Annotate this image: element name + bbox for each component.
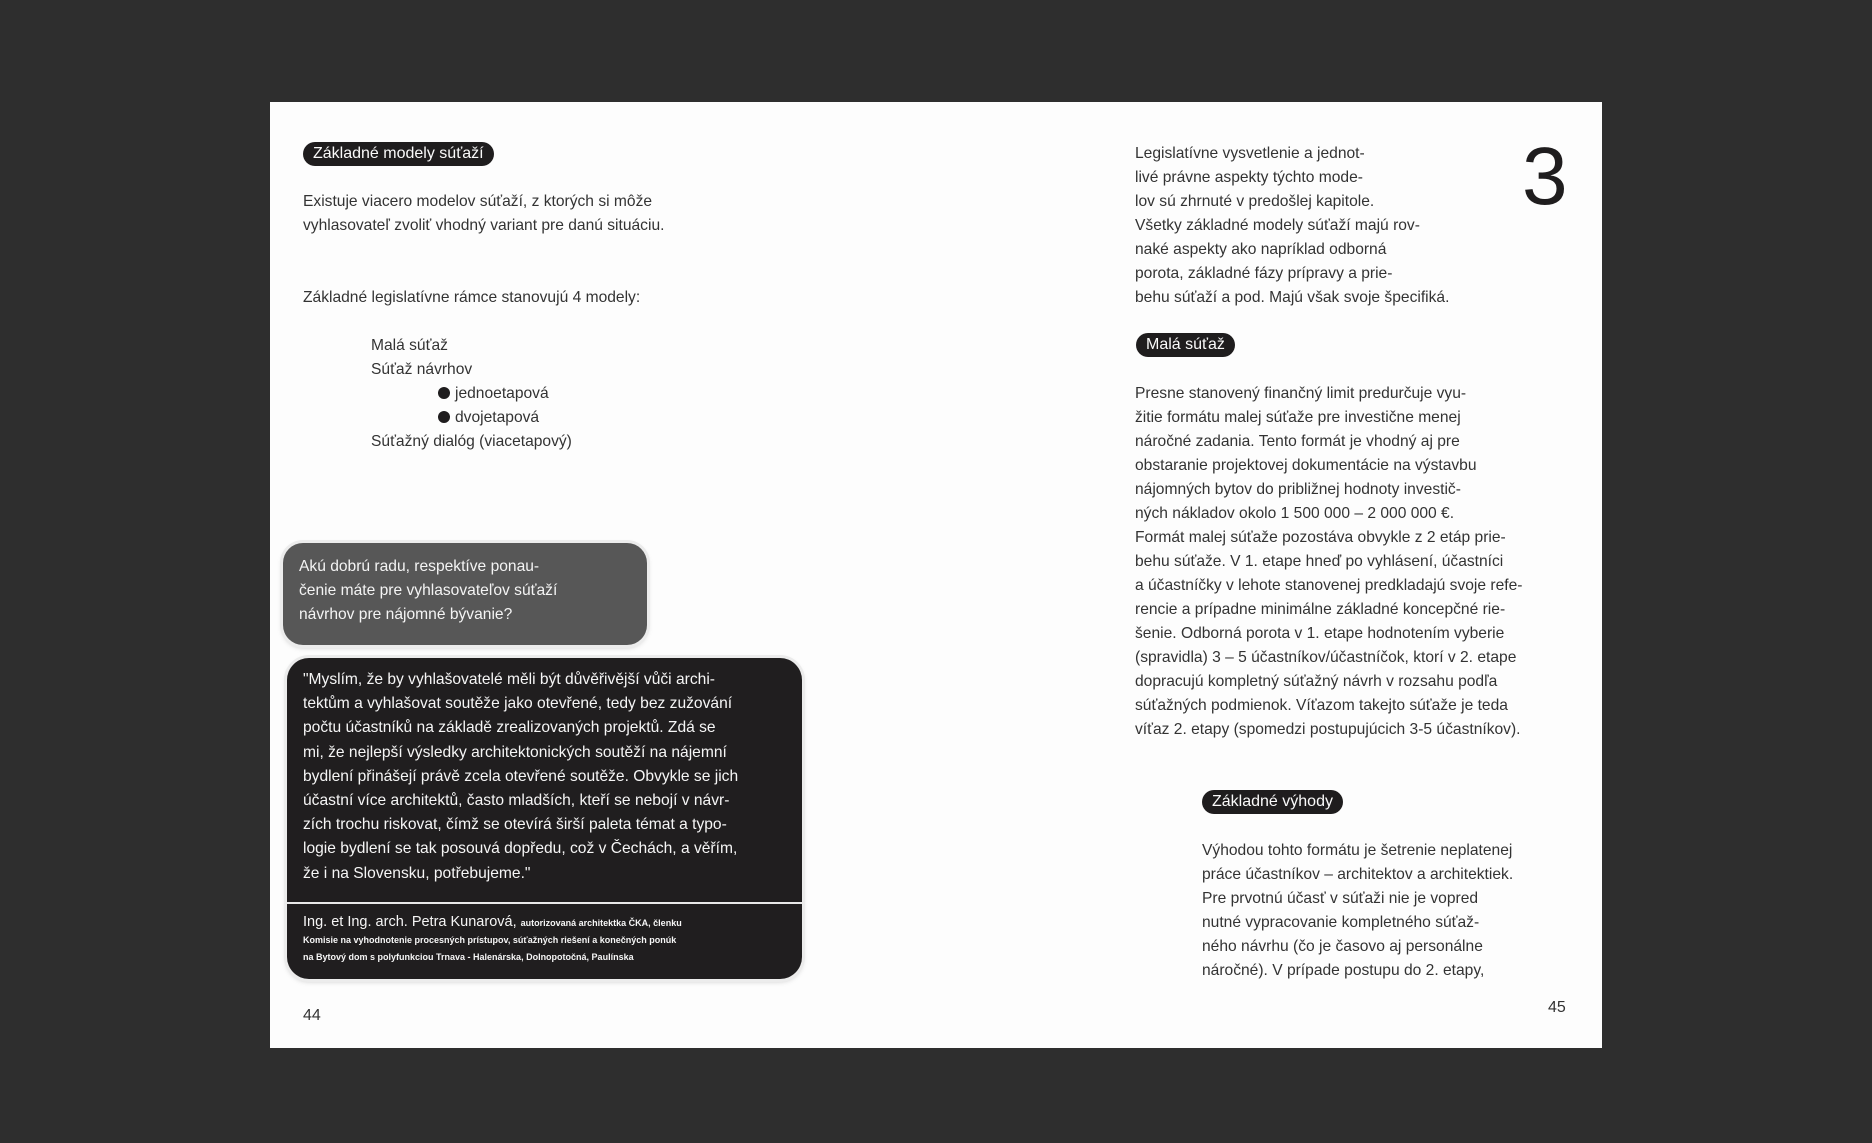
quote-attribution	[303, 912, 792, 966]
quote-line: účastní více architektů, často mladších, kteří se nebojí v návr-	[303, 792, 730, 810]
interview-answer-quote-box	[287, 658, 802, 979]
text-line: nájomných bytov do približnej hodnoty investič-	[1135, 481, 1461, 498]
quote-line: bydlení přinášejí právě zcela otevřené soutěže. Obvykle se jich	[303, 767, 739, 785]
text-line: Pre prvotnú účasť v súťaži nie je vopred	[1202, 890, 1479, 907]
attribution-line: na Bytový dom s polyfunkciou Trnava - Halenárska, Dolnopotočná, Paulínska	[303, 952, 634, 962]
list-item-small-competition: Malá súťaž	[371, 337, 448, 354]
question-line: čenie máte pre vyhlasovateľov súťaží	[299, 582, 558, 599]
quote-line: mi, že nejlepší výsledky architektonických soutěží na nájemní	[303, 743, 727, 761]
text-line: a účastníčky v lehote stanovenej predkladajú svoje refe-	[1135, 577, 1523, 594]
text-line: dopracujú kompletný súťažný návrh v rozsahu podľa	[1135, 673, 1498, 690]
text-line: víťaz 2. etapy (spomedzi postupujúcich 3-5 účastníkov).	[1135, 721, 1521, 738]
text-line: porota, základné fázy prípravy a prie-	[1135, 265, 1393, 282]
text-line: súťažných podmienok. Víťazom takejto súťaže je teda	[1135, 697, 1508, 714]
text-line: náročné). V prípade postupu do 2. etapy,	[1202, 962, 1485, 979]
attribution-line: Komisie na vyhodnotenie procesných prístupov, súťažných riešení a konečných ponúk	[303, 935, 677, 945]
section-pill-small-competition: Malá súťaž	[1136, 333, 1235, 357]
question-line: Akú dobrú radu, respektíve ponau-	[299, 558, 540, 575]
quote-line: logie bydlení se tak posouvá dopředu, což v Čechách, a věřím,	[303, 840, 738, 858]
text-line: behu súťaže. V 1. etape hneď po vyhlásení, účastníci	[1135, 553, 1504, 570]
subitem-label: jednoetapová	[455, 385, 549, 402]
list-subitem	[371, 382, 572, 406]
interview-question-box	[283, 543, 647, 645]
text-line: žitie formátu malej súťaže pre investične menej	[1135, 409, 1461, 426]
list-item-competitive-dialogue: Súťažný dialóg (viacetapový)	[371, 433, 572, 450]
chapter-number: 3	[1522, 131, 1568, 222]
models-list	[371, 334, 572, 454]
text-line: obstaranie projektovej dokumentácie na výstavbu	[1135, 457, 1477, 474]
intro-paragraph	[303, 190, 664, 238]
text-line: šenie. Odborná porota v 1. etape hodnotením vyberie	[1135, 625, 1505, 642]
page-number-right: 45	[1548, 999, 1566, 1016]
text-line: Formát malej súťaže pozostáva obvykle z 2 etáp prie-	[1135, 529, 1506, 546]
section-pill-advantages: Základné výhody	[1202, 790, 1343, 814]
section-pill-basic-models: Základné modely súťaží	[303, 142, 494, 166]
quote-divider	[287, 902, 802, 904]
text-line: ných nákladov okolo 1 500 000 – 2 000 000 €.	[1135, 505, 1455, 522]
text-line: Legislatívne vysvetlenie a jednot-	[1135, 145, 1365, 162]
book-spread	[270, 102, 1602, 1048]
text-line: behu súťaží a pod. Majú však svoje špecifiká.	[1135, 289, 1450, 306]
text-line: (spravidla) 3 – 5 účastníkov/účastníčok, ktorí v 2. etape	[1135, 649, 1517, 666]
bullet-icon	[438, 411, 450, 423]
quote-line: zích trochu riskovat, čímž se otevírá širší paleta témat a typo-	[303, 816, 727, 834]
text-line: práce účastníkov – architektov a architektiek.	[1202, 866, 1514, 883]
subitem-label: dvojetapová	[455, 409, 540, 426]
text-line: Všetky základné modely súťaží majú rov-	[1135, 217, 1420, 234]
quote-line: počtu účastníků na základě zrealizovaných projektů. Zdá se	[303, 719, 716, 737]
text-line: Výhodou tohto formátu je šetrenie neplatenej	[1202, 842, 1513, 859]
text-line: Presne stanovený finančný limit predurčuje vyu-	[1135, 385, 1467, 402]
text-line: lov sú zhrnuté v predošlej kapitole.	[1135, 193, 1375, 210]
attribution-role: autorizovaná architektka ČKA, členku	[520, 918, 682, 928]
bullet-icon	[438, 387, 450, 399]
models-heading: Základné legislatívne rámce stanovujú 4 modely:	[303, 289, 641, 306]
text-line: livé právne aspekty týchto mode-	[1135, 169, 1363, 186]
text-line: naké aspekty ako napríklad odborná	[1135, 241, 1387, 258]
quote-line: tektům a vyhlašovat soutěže jako otevřené, tedy bez zužování	[303, 695, 733, 713]
attribution-name: Ing. et Ing. arch. Petra Kunarová,	[303, 914, 517, 930]
text-line: nutné vypracovanie kompletného súťaž-	[1202, 914, 1480, 931]
page-number-left: 44	[303, 1007, 321, 1024]
text-line: ného návrhu (čo je časovo aj personálne	[1202, 938, 1483, 955]
quote-line: že i na Slovensku, potřebujeme."	[303, 864, 531, 882]
small-competition-paragraph	[1135, 382, 1522, 742]
list-item-design-competition: Súťaž návrhov	[371, 361, 473, 378]
quote-line: "Myslím, že by vyhlašovatelé měli být důvěřivější vůči archi-	[303, 671, 715, 688]
text-line: vyhlasovateľ zvoliť vhodný variant pre danú situáciu.	[303, 217, 665, 234]
text-line: rencie a prípadne minimálne základné koncepčné rie-	[1135, 601, 1506, 618]
advantages-paragraph	[1202, 839, 1513, 983]
list-subitem	[371, 406, 572, 430]
question-line: návrhov pre nájomné bývanie?	[299, 606, 513, 623]
text-line: náročné zadania. Tento formát je vhodný aj pre	[1135, 433, 1460, 450]
chapter-intro-paragraph	[1135, 142, 1449, 310]
quote-text	[303, 668, 738, 886]
text-line: Existuje viacero modelov súťaží, z ktorých si môže	[303, 193, 653, 210]
